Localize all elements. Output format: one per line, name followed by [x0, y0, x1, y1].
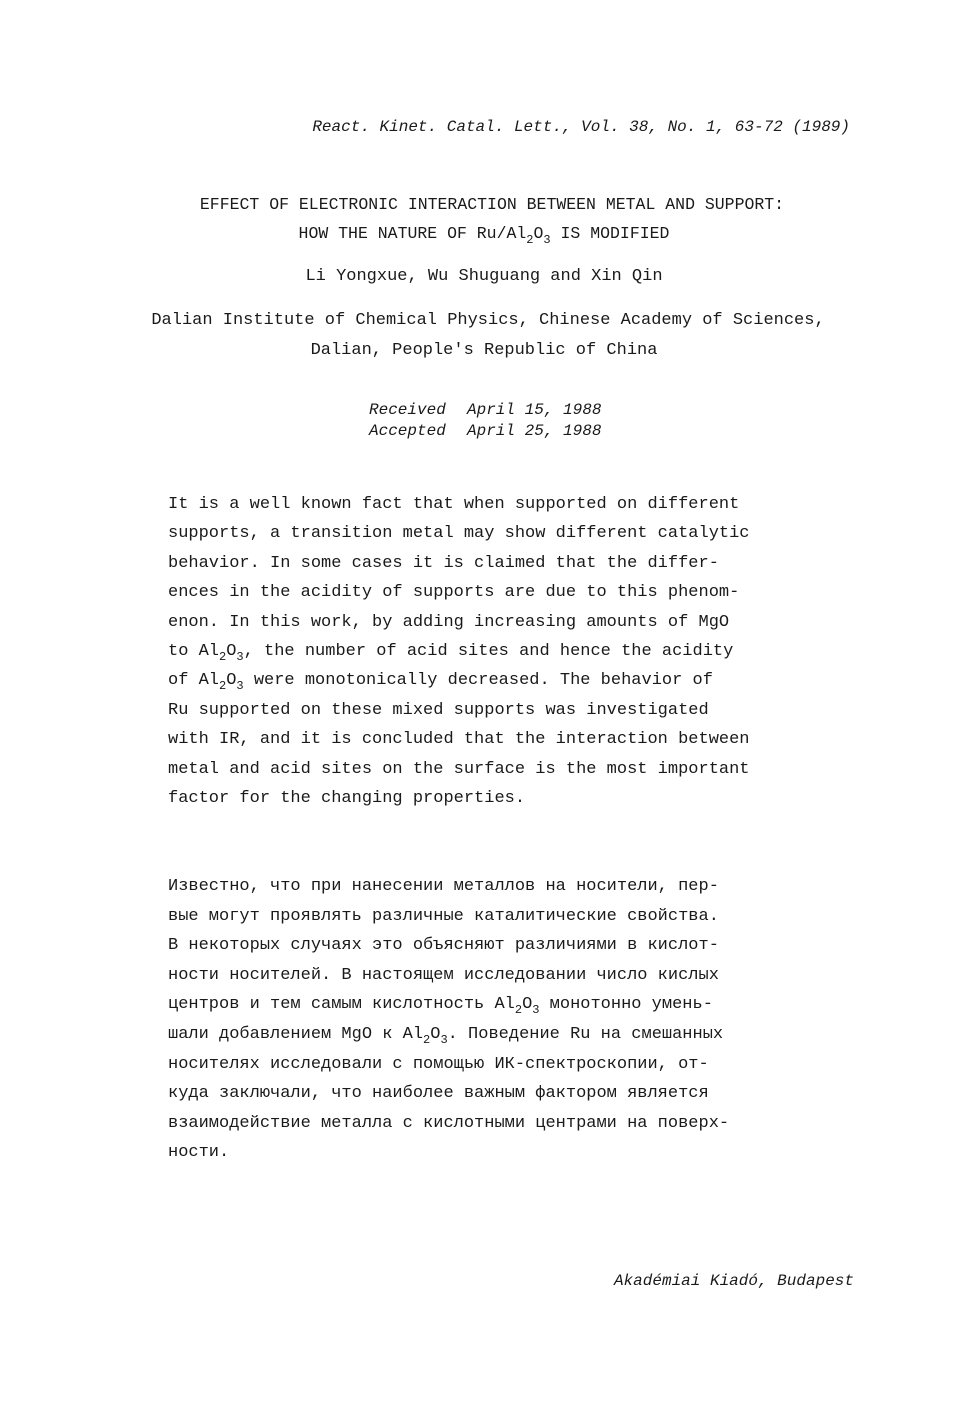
journal-citation: React. Kinet. Catal. Lett., Vol. 38, No. 1, 63-72 (1989) — [312, 118, 850, 136]
abstract-ru-line: ности. — [168, 1143, 230, 1163]
received-date: Received April 15, 1988 — [369, 401, 602, 419]
abstract-ru-line: носителях исследовали с помощью ИК-спектроскопии, от- — [168, 1054, 709, 1074]
paper-title — [0, 190, 976, 248]
abstract-en-line: to $Al_2O_3$, the number of acid sites and hence the acidity — [168, 642, 734, 665]
abstract-ru-line: ности носителей. В настоящем исследовании число кислых — [168, 965, 719, 985]
abstract-en-line: Ru supported on these mixed supports was investigated — [168, 700, 709, 720]
abstract-en-line: of $Al_2O_3$ were monotonically decreased. The behavior of — [168, 671, 713, 694]
abstract-en-line: ences in the acidity of supports are due to this phenom- — [168, 583, 740, 603]
abstract-ru-line: центров и тем самым кислотность $Al_2O_3$ монотонно умень- — [168, 995, 713, 1018]
abstract-ru-line: шали добавлением MgO к $Al_2O_3$. Поведение Ru на смешанных — [168, 1024, 724, 1047]
abstract-ru-line: Известно, что при нанесении металлов на носители, пер- — [168, 877, 719, 896]
abstract-ru-line: взаимодействие металла с кислотными центрами на поверх- — [168, 1113, 730, 1133]
abstract-russian — [168, 872, 858, 1168]
abstract-ru-line: В некоторых случаях это объясняют различиями в кислот- — [168, 936, 719, 956]
affiliation-line-1: Dalian Institute of Chemical Physics, Chinese Academy of Sciences, — [151, 311, 825, 330]
affiliation — [0, 306, 976, 366]
title-line-2: HOW THE NATURE OF $Ru/Al_2O_3$ IS MODIFIED — [298, 224, 670, 247]
abstract-en-line: It is a well known fact that when supported on different — [168, 495, 740, 514]
submission-dates — [369, 400, 601, 442]
abstract-en-line: behavior. In some cases it is claimed that the differ- — [168, 553, 719, 573]
abstract-en-line: metal and acid sites on the surface is the most important — [168, 759, 750, 779]
abstract-en-line: enon. In this work, by adding increasing amounts of MgO — [168, 612, 730, 632]
authors: Li Yongxue, Wu Shuguang and Xin Qin — [305, 267, 663, 286]
abstract-en-line: supports, a transition metal may show different catalytic — [168, 524, 750, 544]
abstract-ru-line: вые могут проявлять различные каталитические свойства. — [168, 906, 719, 926]
title-line-1: EFFECT OF ELECTRONIC INTERACTION BETWEEN METAL AND SUPPORT: — [199, 195, 785, 214]
abstract-en-line: factor for the changing properties. — [168, 789, 526, 809]
accepted-date: Accepted April 25, 1988 — [369, 422, 602, 440]
abstract-ru-line: куда заключали, что наиболее важным фактором является — [168, 1084, 709, 1104]
affiliation-line-2: Dalian, People's Republic of China — [310, 341, 658, 360]
abstract-en-line: with IR, and it is concluded that the interaction between — [168, 730, 750, 750]
publisher: Akadémiai Kiadó, Budapest — [613, 1272, 854, 1290]
abstract-english — [168, 490, 858, 813]
